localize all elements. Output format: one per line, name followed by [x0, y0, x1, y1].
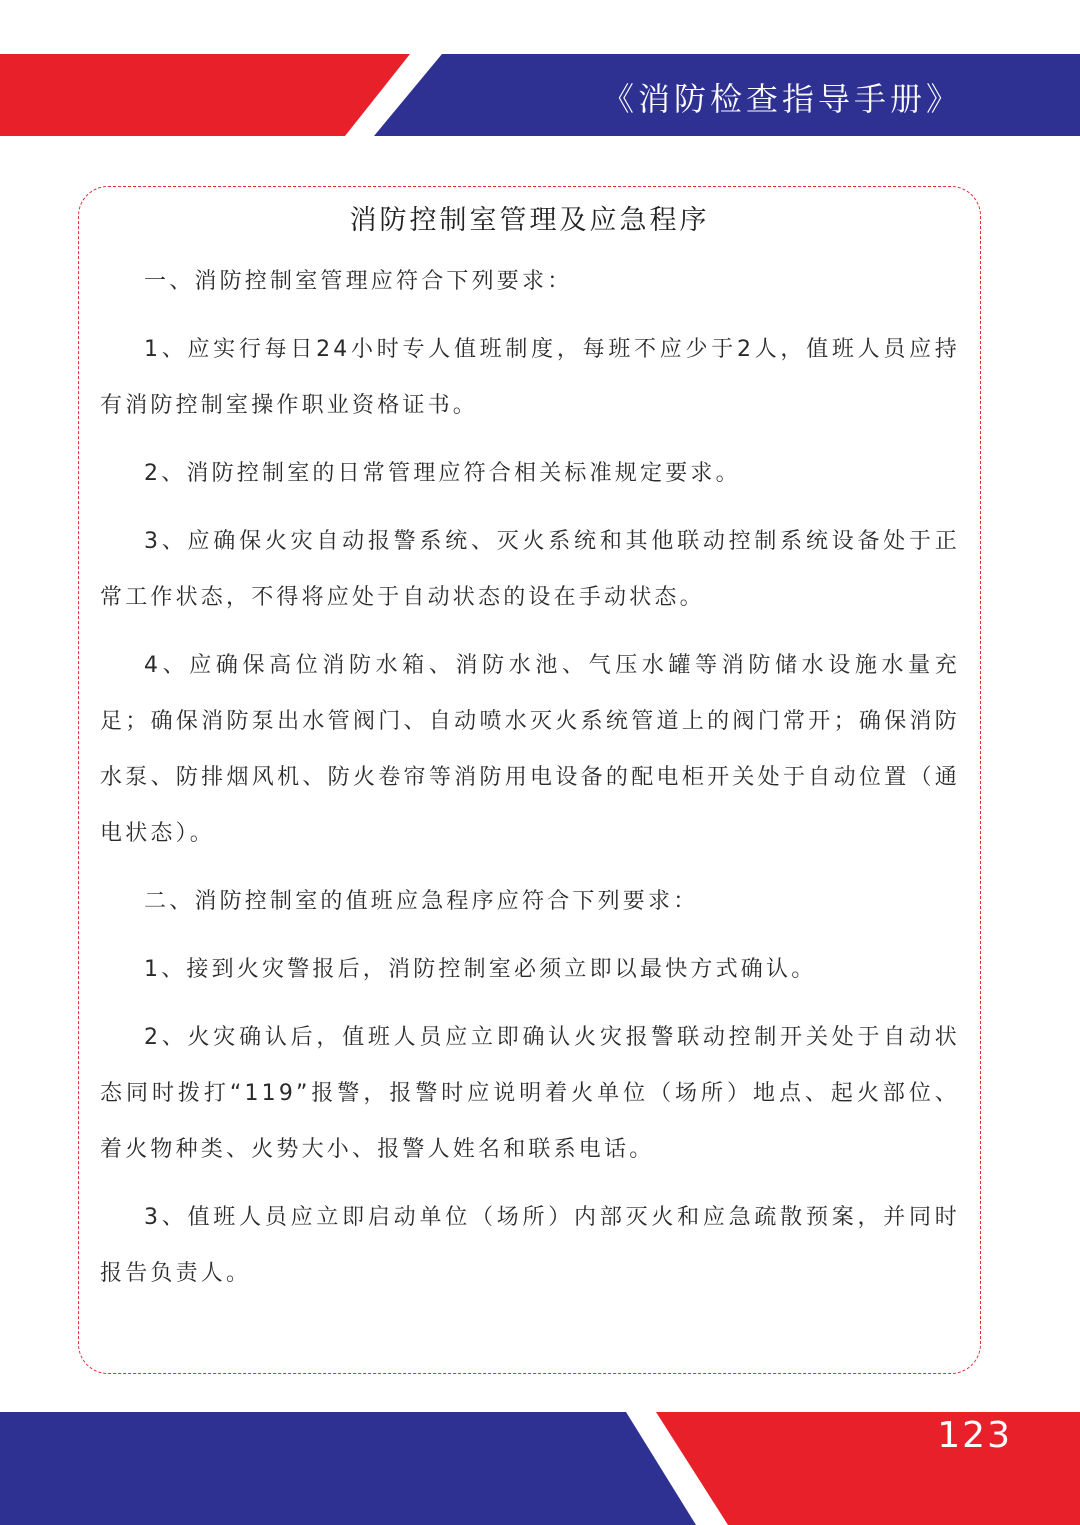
- paragraph: 2、火灾确认后，值班人员应立即确认火灾报警联动控制开关处于自动状态同时拨打“119”报警，报警时应说明着火单位（场所）地点、起火部位、着火物种类、火势大小、报警人姓名和联系电话。: [100, 1025, 960, 1162]
- page-number: 123: [937, 1415, 1012, 1456]
- document-body: [100, 254, 960, 1302]
- paragraph: 3、应确保火灾自动报警系统、灭火系统和其他联动控制系统设备处于正常工作状态，不得将应处于自动状态的设在手动状态。: [100, 529, 960, 610]
- paragraph: 二、消防控制室的值班应急程序应符合下列要求：: [144, 889, 699, 914]
- paragraph: 一、消防控制室管理应符合下列要求：: [144, 269, 573, 294]
- header-title: 《消防检查指导手册》: [601, 80, 962, 118]
- paragraph: 3、值班人员应立即启动单位（场所）内部灭火和应急疏散预案，并同时报告负责人。: [100, 1205, 960, 1286]
- document-title: 消防控制室管理及应急程序: [349, 205, 710, 236]
- paragraph: 1、应实行每日24小时专人值班制度，每班不应少于2人，值班人员应持有消防控制室操作职业资格证书。: [100, 337, 960, 418]
- footer-band-graphic: [0, 1412, 1080, 1525]
- paragraph: 1、接到火灾警报后，消防控制室必须立即以最快方式确认。: [144, 957, 817, 982]
- paragraph: 4、应确保高位消防水箱、消防水池、气压水罐等消防储水设施水量充足；确保消防泵出水管阀门、自动喷水灭火系统管道上的阀门常开；确保消防水泵、防排烟风机、防火卷帘等消防用电设备的配电柜开关处于自动位置（通电状态）。: [100, 653, 960, 846]
- footer-band: [0, 1412, 1080, 1525]
- paragraph: 2、消防控制室的日常管理应符合相关标准规定要求。: [144, 461, 741, 486]
